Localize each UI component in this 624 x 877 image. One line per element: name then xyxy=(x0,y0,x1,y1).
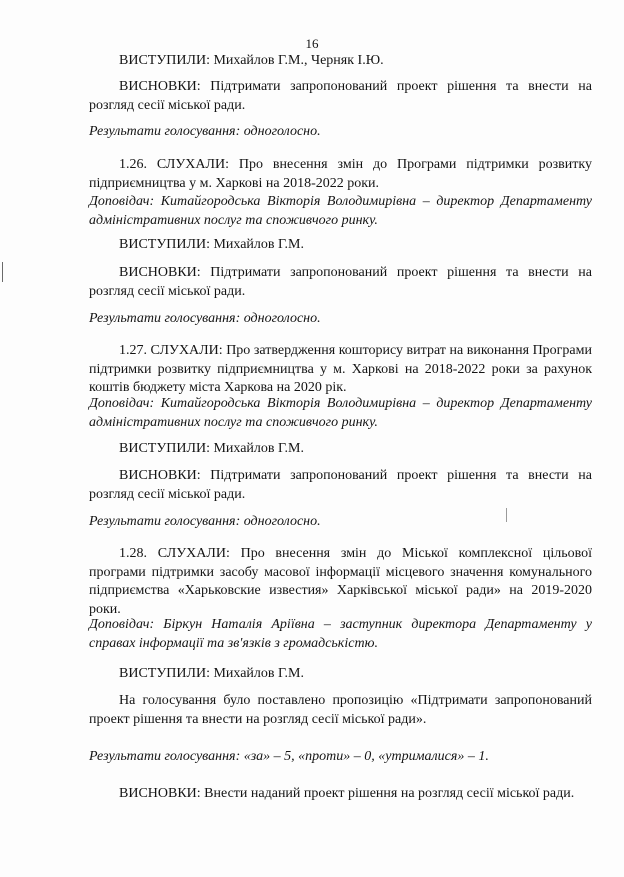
proposal-block xyxy=(89,692,592,729)
vote-result-text: Результати голосування: одноголосно. xyxy=(89,514,321,529)
heard-text: 1.28. СЛУХАЛИ: Про внесення змін до Міської комплексної цільової програми підтримки засобу масової інформації місцевого значення комунального підприємства «Харьковские известия» Харківської міської ради» на 2019-2020 роки. xyxy=(89,546,592,617)
vote-result-text: Результати голосування: одноголосно. xyxy=(89,311,321,326)
reporter-text: Доповідач: Китайгородська Вікторія Володимирівна – директор Департаменту адміністративних послуг та споживчого ринку. xyxy=(89,194,592,228)
conclusions-text: ВИСНОВКИ: Підтримати запропонований проект рішення та внести на розгляд сесії міської ради. xyxy=(89,79,592,113)
conclusions-text: ВИСНОВКИ: Підтримати запропонований проект рішення та внести на розгляд сесії міської ради. xyxy=(89,265,592,299)
speakers-text: ВИСТУПИЛИ: Михайлов Г.М. xyxy=(119,237,304,252)
heard-block-1-28 xyxy=(89,545,592,619)
heard-text: 1.27. СЛУХАЛИ: Про затвердження кошторису витрат на виконання Програми підтримки розвитку підприємництва у м. Харкові на 2018-2022 роки за рахунок коштів бюджету міста Харкова на 2020 рік. xyxy=(89,343,592,395)
proposal-text: На голосування було поставлено пропозицію «Підтримати запропонований проект рішення та внести на розгляд сесії міської ради». xyxy=(89,693,592,727)
reporter-block-1-27 xyxy=(89,395,592,432)
reporter-block-1-28 xyxy=(89,616,592,653)
speakers-text: ВИСТУПИЛИ: Михайлов Г.М. xyxy=(119,441,304,456)
speakers-block-4 xyxy=(89,665,592,684)
conclusions-block-3 xyxy=(89,467,592,504)
vote-result-4 xyxy=(89,748,592,767)
reporter-text: Доповідач: Біркун Наталія Аріївна – заступник директора Департаменту у справах інформації та зв'язків з громадськістю. xyxy=(89,617,592,651)
scan-artifact-left xyxy=(2,262,3,282)
heard-block-1-26 xyxy=(89,156,592,193)
conclusions-block-4 xyxy=(89,785,592,804)
vote-result-text: Результати голосування: «за» – 5, «проти» – 0, «утрималися» – 1. xyxy=(89,749,489,764)
conclusions-text: ВИСНОВКИ: Підтримати запропонований проект рішення та внести на розгляд сесії міської ради. xyxy=(89,468,592,502)
reporter-block-1-26 xyxy=(89,193,592,230)
page-number: 16 xyxy=(305,36,319,51)
vote-result-text: Результати голосування: одноголосно. xyxy=(89,124,321,139)
speakers-block-1 xyxy=(89,52,592,71)
scan-artifact-mid xyxy=(506,508,507,522)
speakers-text: ВИСТУПИЛИ: Михайлов Г.М. xyxy=(119,666,304,681)
speakers-text: ВИСТУПИЛИ: Михайлов Г.М., Черняк І.Ю. xyxy=(119,53,384,68)
speakers-block-2 xyxy=(89,236,592,255)
vote-result-3 xyxy=(89,513,592,532)
reporter-text: Доповідач: Китайгородська Вікторія Володимирівна – директор Департаменту адміністративних послуг та споживчого ринку. xyxy=(89,396,592,430)
speakers-block-3 xyxy=(89,440,592,459)
conclusions-block-1 xyxy=(89,78,592,115)
vote-result-1 xyxy=(89,123,592,142)
heard-block-1-27 xyxy=(89,342,592,398)
vote-result-2 xyxy=(89,310,592,329)
conclusions-block-2 xyxy=(89,264,592,301)
heard-text: 1.26. СЛУХАЛИ: Про внесення змін до Програми підтримки розвитку підприємництва у м. Харкові на 2018-2022 роки. xyxy=(89,157,592,191)
conclusions-text: ВИСНОВКИ: Внести наданий проект рішення на розгляд сесії міської ради. xyxy=(119,786,575,801)
